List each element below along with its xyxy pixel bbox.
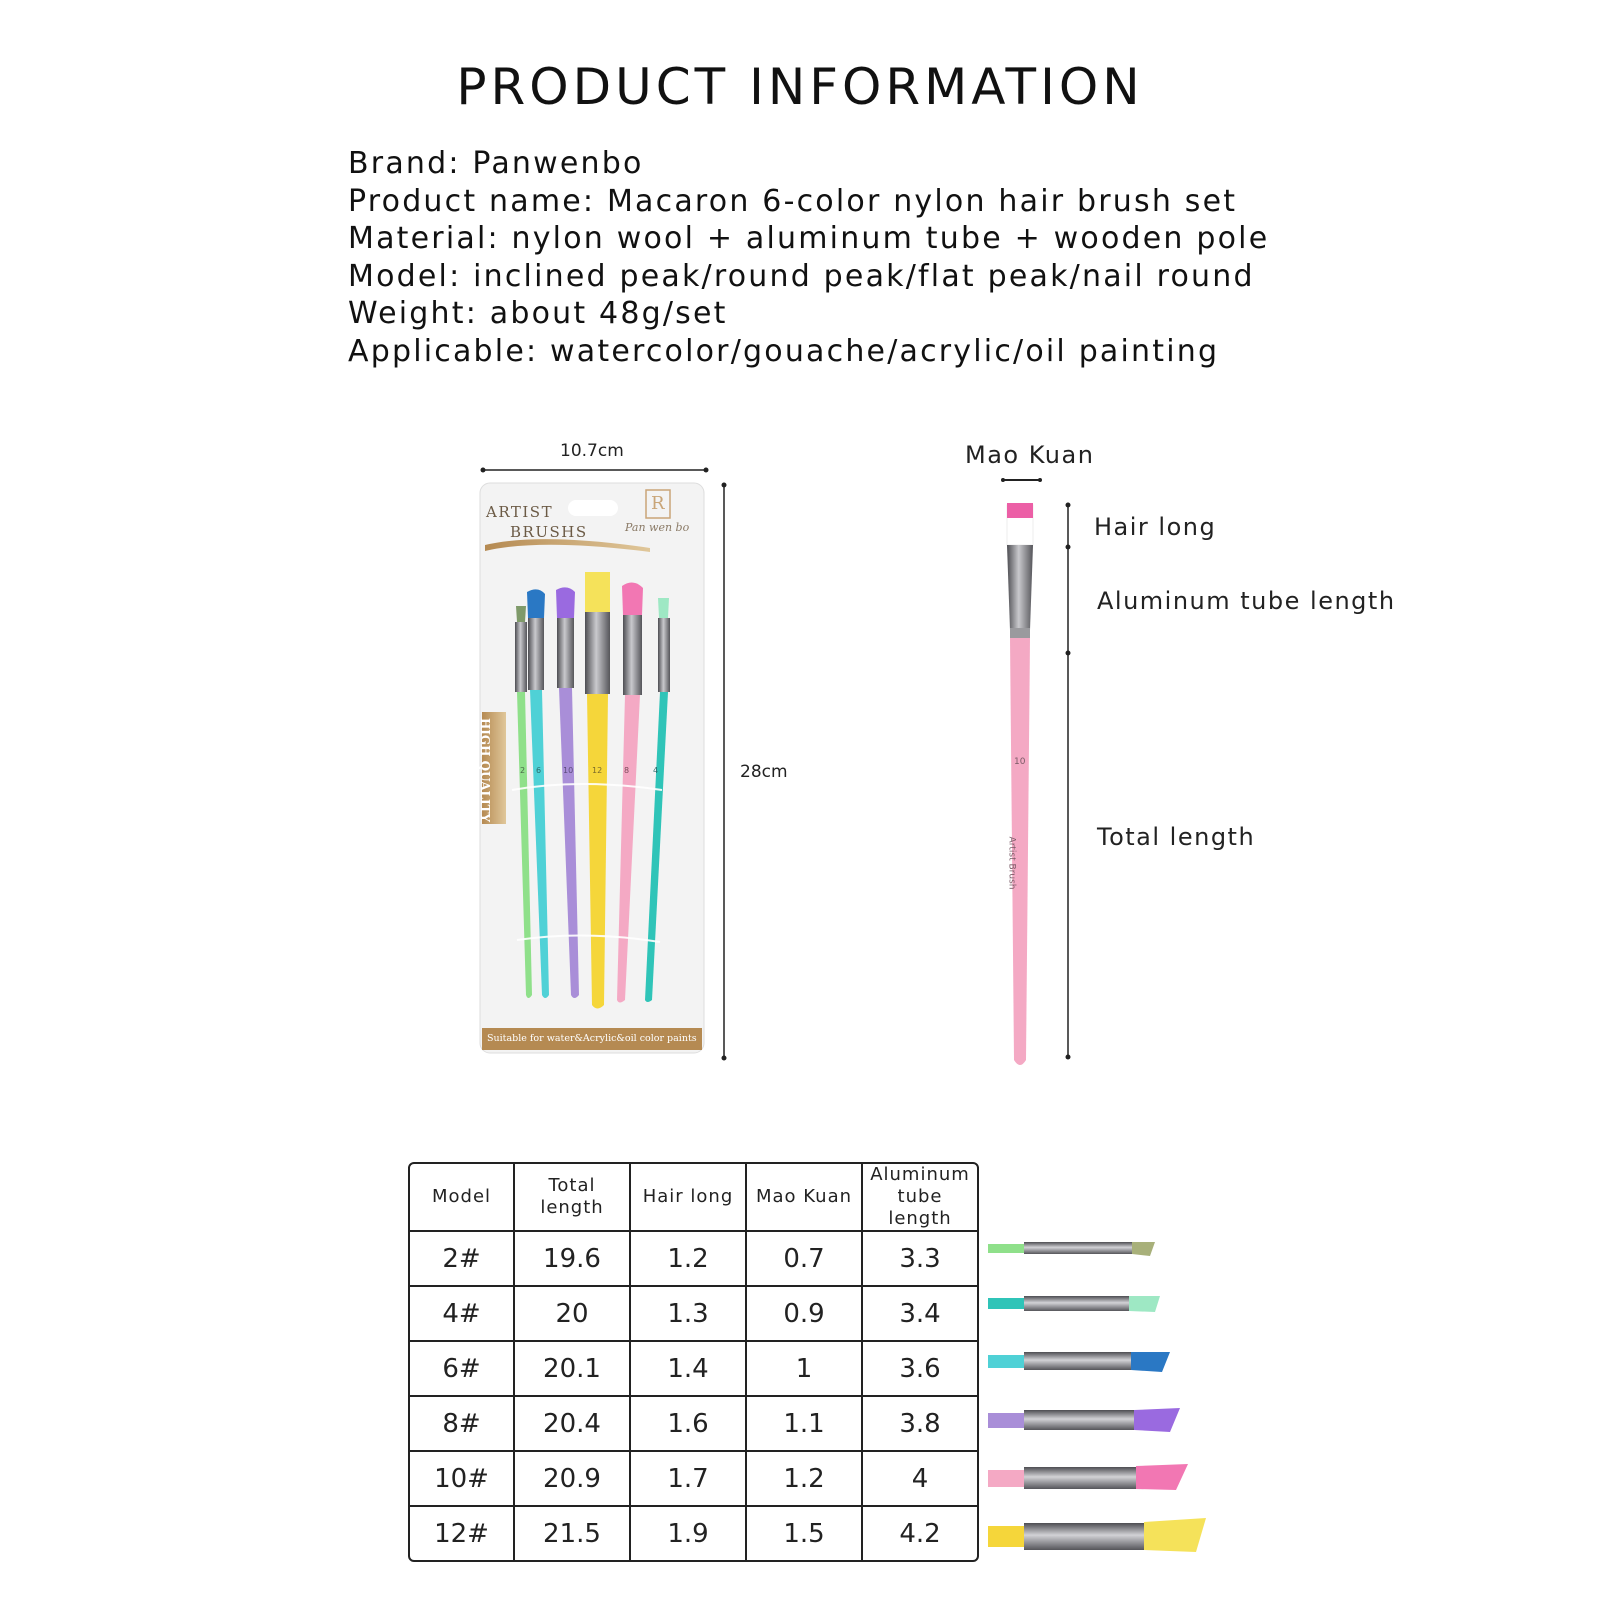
cell-model: 12# — [410, 1507, 515, 1560]
table-brush-examples — [988, 1242, 1206, 1552]
cell-total-length: 20 — [515, 1287, 631, 1342]
hair-long-label: Hair long — [1094, 513, 1217, 541]
package-brand-script: Pan wen bo — [625, 521, 690, 534]
cell-hair-long: 1.9 — [631, 1507, 747, 1560]
package-height-dimension — [722, 483, 727, 1061]
cell-total-length: 20.4 — [515, 1397, 631, 1452]
cell-model: 8# — [410, 1397, 515, 1452]
cell-total-length: 21.5 — [515, 1507, 631, 1560]
package-height-label: 28cm — [740, 762, 788, 782]
cell-total-length: 20.1 — [515, 1342, 631, 1397]
info-product-name: Product name: Macaron 6-color nylon hair brush set — [348, 183, 1238, 219]
package-brush-number: 4 — [653, 766, 659, 775]
cell-hair-long: 1.2 — [631, 1232, 747, 1287]
cell-total-length: 19.6 — [515, 1232, 631, 1287]
package-brush-number: 12 — [592, 766, 603, 775]
cell-model: 10# — [410, 1452, 515, 1507]
brush-text: Artist Brush — [1006, 836, 1017, 890]
package-brush-number: 10 — [563, 766, 574, 775]
cell-model: 4# — [410, 1287, 515, 1342]
aluminum-tube-label: Aluminum tube length — [1097, 587, 1396, 615]
cell-tube-length: 3.4 — [863, 1287, 977, 1342]
info-weight: Weight: about 48g/set — [348, 296, 728, 331]
header-aluminum-tube-length: Aluminum tube length — [863, 1164, 977, 1232]
cell-hair-long: 1.7 — [631, 1452, 747, 1507]
cell-model: 2# — [410, 1232, 515, 1287]
table-row — [410, 1342, 977, 1397]
table-row — [410, 1232, 977, 1287]
package-header-line2: BRUSHS — [510, 523, 588, 541]
package-brush-number: 6 — [536, 766, 542, 775]
table-row — [410, 1287, 977, 1342]
cell-mao-kuan: 1 — [747, 1342, 863, 1397]
package-brush-number: 2 — [520, 766, 526, 775]
cell-hair-long: 1.3 — [631, 1287, 747, 1342]
cell-mao-kuan: 0.7 — [747, 1232, 863, 1287]
package-header-line1: ARTIST — [486, 503, 554, 521]
cell-mao-kuan: 0.9 — [747, 1287, 863, 1342]
cell-hair-long: 1.4 — [631, 1342, 747, 1397]
brush-width-dimension — [1001, 478, 1042, 482]
cell-total-length: 20.9 — [515, 1452, 631, 1507]
cell-tube-length: 4 — [863, 1452, 977, 1507]
table-row — [410, 1507, 977, 1560]
cell-tube-length: 3.6 — [863, 1342, 977, 1397]
header-hair-long: Hair long — [631, 1164, 747, 1232]
cell-hair-long: 1.6 — [631, 1397, 747, 1452]
table-row — [410, 1452, 977, 1507]
info-applicable: Applicable: watercolor/gouache/acrylic/oil painting — [348, 333, 1220, 369]
cell-tube-length: 3.8 — [863, 1397, 977, 1452]
table-row — [410, 1397, 977, 1452]
package-logo: R — [651, 493, 665, 514]
brush-length-dimension — [1066, 503, 1071, 1060]
cell-mao-kuan: 1.1 — [747, 1397, 863, 1452]
header-mao-kuan: Mao Kuan — [747, 1164, 863, 1232]
cell-mao-kuan: 1.5 — [747, 1507, 863, 1560]
total-length-label: Total length — [1097, 823, 1256, 851]
package-width-label: 10.7cm — [560, 441, 624, 461]
mao-kuan-label: Mao Kuan — [965, 441, 1095, 469]
cell-model: 6# — [410, 1342, 515, 1397]
page-title: PRODUCT INFORMATION — [456, 58, 1144, 116]
cell-tube-length: 3.3 — [863, 1232, 977, 1287]
cell-mao-kuan: 1.2 — [747, 1452, 863, 1507]
single-brush — [1007, 503, 1033, 1065]
package-footer-text: Suitable for water&Acrylic&oil color paints — [487, 1033, 697, 1044]
info-model: Model: inclined peak/round peak/flat peak/nail round — [348, 258, 1255, 294]
header-total-length: Total length — [515, 1164, 631, 1232]
cell-tube-length: 4.2 — [899, 1518, 941, 1549]
package-brush-number: 8 — [624, 766, 630, 775]
brush-number: 10 — [1014, 757, 1026, 767]
info-brand: Brand: Panwenbo — [348, 146, 644, 181]
header-model: Model — [410, 1164, 515, 1232]
package-side-badge: HIGH QUALITY — [478, 717, 492, 823]
specification-table — [408, 1162, 979, 1562]
table-header-row — [410, 1164, 977, 1232]
package-width-dimension — [481, 468, 709, 473]
info-material: Material: nylon wool + aluminum tube + wooden pole — [348, 221, 1270, 256]
